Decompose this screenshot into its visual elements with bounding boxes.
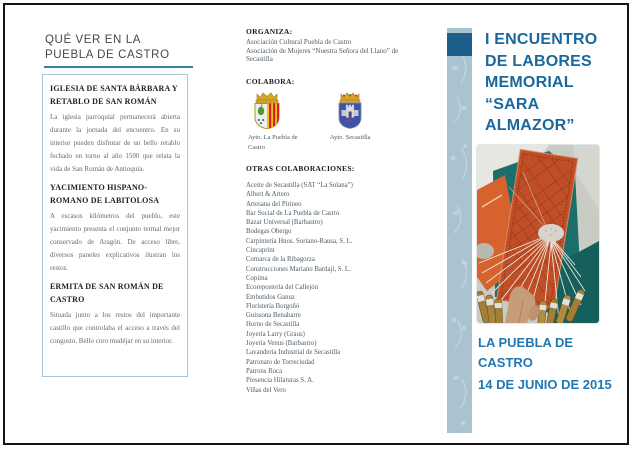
left-panel-title bbox=[45, 33, 205, 63]
event-title-line: “SARA bbox=[485, 95, 540, 113]
collaborator-item: Floristería Borgoñó bbox=[246, 302, 300, 310]
otras-colaboraciones-heading: OTRAS COLABORACIONES: bbox=[246, 164, 355, 173]
sight-section-body: La iglesia parroquial permanecerá abierta durante la jornada del encuentro. En su interior pueden disfrutar de un bello retablo fechado en torno al año 1500 que relata la vida de San Román de Antioquía. bbox=[50, 113, 180, 173]
organiza-list bbox=[246, 38, 404, 64]
collaborator-item: Bodegas Obergo bbox=[246, 228, 292, 236]
sight-section-body: A escasos kilómetros del pueblo, este yacimiento presenta el conjunto termal mejor conservado de Aragón. De acceso libre, diversos paneles explicativos ilustran los restos. bbox=[50, 212, 180, 272]
title-underline bbox=[44, 66, 193, 68]
collaborator-item: Patrons Roca bbox=[246, 367, 283, 375]
event-place bbox=[478, 333, 573, 373]
shield-caption-secastilla: Ayto. Secastilla bbox=[330, 134, 371, 141]
collaborator-item: Horno de Secastilla bbox=[246, 321, 300, 329]
collaborator-item: Bar Social de La Puebla de Castro bbox=[246, 209, 340, 217]
organiza-item: Asociación Cultural Puebla de Castro bbox=[246, 38, 352, 46]
sight-section-heading: YACIMIENTO HISPANO-ROMANO DE LABITOLOSA bbox=[50, 183, 160, 205]
collaborator-item: Lavandería Industrial de Secastilla bbox=[246, 349, 341, 357]
collaborator-item: Bazar Universal (Barbastro) bbox=[246, 219, 323, 227]
sights-box bbox=[42, 74, 188, 377]
collaborator-item: Ecorepostería del Callejón bbox=[246, 284, 319, 292]
left-panel-title-line: QUÉ VER EN LA bbox=[45, 34, 141, 46]
event-title-line: ALMAZOR” bbox=[485, 117, 575, 134]
bobbin-lace-photo bbox=[477, 145, 599, 323]
event-title-line: DE LABORES bbox=[485, 52, 592, 70]
collaborator-item: Carpintería Hnos. Soriano-Rausa, S. L. bbox=[246, 237, 353, 245]
collaborator-item: Artesana del Pirineo bbox=[246, 200, 302, 208]
secastilla-coat-of-arms-icon bbox=[336, 91, 364, 131]
sight-section bbox=[50, 181, 180, 275]
la-puebla-de-castro-coat-of-arms-icon bbox=[250, 91, 284, 131]
collaborator-item: Cincaprint bbox=[246, 247, 275, 255]
sight-section-heading: ERMITA DE SAN ROMÁN DE CASTRO bbox=[50, 282, 164, 304]
colabora-heading: COLABORA: bbox=[246, 77, 295, 86]
collaborator-item: Presencia Hilaturas S. A. bbox=[246, 377, 314, 385]
shield-caption-la-puebla: Ayto. La Puebla de Castro bbox=[248, 134, 298, 151]
sight-section-heading: IGLESIA DE SANTA BÁRBARA Y RETABLO DE SAN ROMÁN bbox=[50, 84, 178, 106]
leaf-ornament-icon bbox=[447, 28, 472, 433]
collaborator-item: Patronato de Torreciudad bbox=[246, 358, 315, 366]
collaborator-item: Construcciones Mariano Bardají, S. L. bbox=[246, 265, 351, 273]
event-place-line: CASTRO bbox=[478, 355, 533, 370]
bobbin-lace-photo-image bbox=[477, 145, 599, 323]
title-accent-square bbox=[447, 33, 472, 56]
left-panel-title-line: PUEBLA DE CASTRO bbox=[45, 49, 170, 61]
organiza-heading: ORGANIZA: bbox=[246, 27, 293, 36]
collaborator-item: Albert & Artero bbox=[246, 191, 290, 199]
collaborator-item: Viñas del Vero bbox=[246, 386, 286, 394]
collaborator-item: Joyería Larry (Graus) bbox=[246, 330, 305, 338]
collaborator-item: Comarca de la Ribagorza bbox=[246, 256, 315, 264]
collaborators-list bbox=[246, 181, 431, 395]
collaborator-item: Embutidos Ganuz bbox=[246, 293, 295, 301]
organiza-item: Asociación de Mujeres “Nuestra Señora del Llano” de Secastilla bbox=[246, 46, 399, 63]
sight-section bbox=[50, 280, 180, 348]
collaborator-item: Copima bbox=[246, 274, 268, 282]
collaborator-item: Guissona Benabarre bbox=[246, 312, 301, 320]
event-date: 14 DE JUNIO DE 2015 bbox=[478, 377, 612, 392]
collaborator-item: Aceite de Secastilla (SAT “La Solana”) bbox=[246, 182, 353, 189]
event-title-line: MEMORIAL bbox=[485, 74, 574, 91]
sight-section-body: Situada junto a los restos del importante castillo que controlaba el acceso a través del congosto. Bello coro mudéjar en su interior. bbox=[50, 311, 180, 345]
sight-section bbox=[50, 82, 180, 176]
collaborator-item: Joyería Venus (Barbastro) bbox=[246, 340, 317, 348]
event-place-line: LA PUEBLA DE bbox=[478, 335, 574, 350]
event-title bbox=[485, 29, 615, 137]
decorative-side-strip bbox=[447, 28, 472, 433]
event-title-line: I ENCUENTRO bbox=[485, 31, 598, 48]
